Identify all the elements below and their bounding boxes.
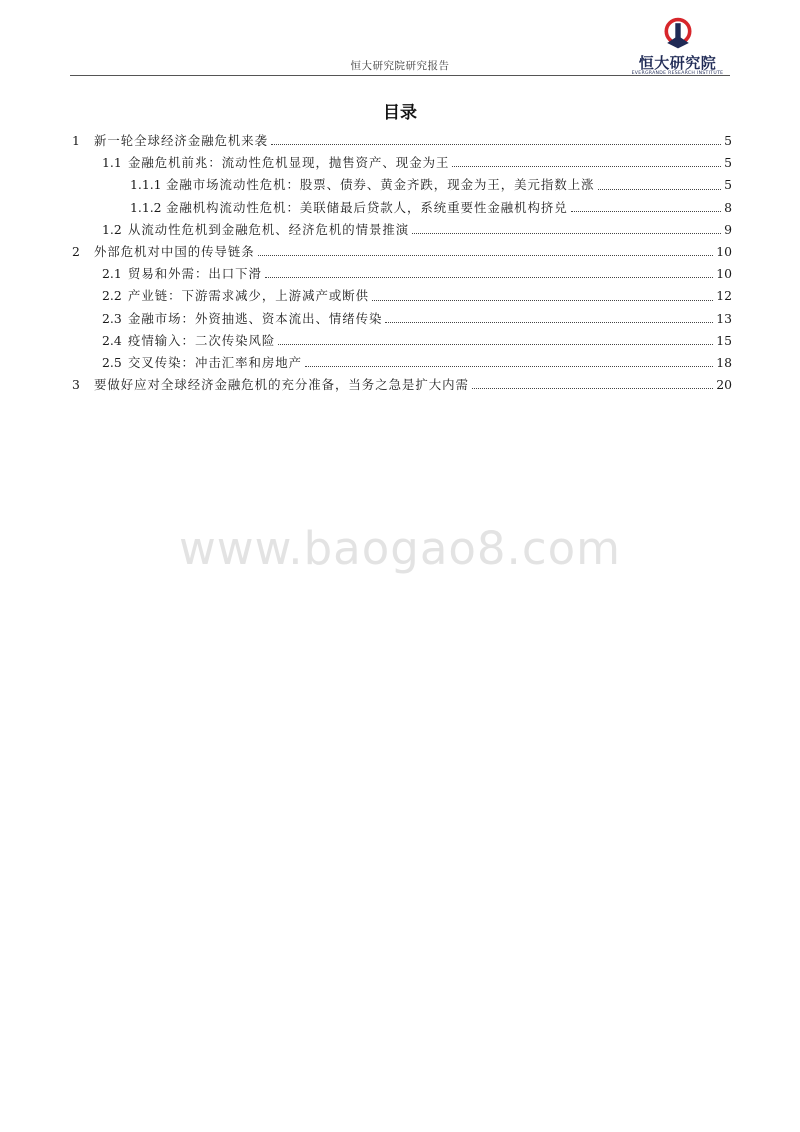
- toc-entry[interactable]: [72, 174, 732, 196]
- toc-entry-page: 9: [724, 221, 732, 237]
- toc-dot-leader: [305, 366, 713, 367]
- toc-title: 目录: [383, 103, 417, 123]
- toc-entry-page: 12: [716, 288, 732, 304]
- toc-entry-number: 1.1.1: [130, 177, 162, 193]
- toc-entry[interactable]: [72, 130, 732, 152]
- toc-entry-number: 3: [72, 377, 80, 393]
- toc-entry[interactable]: [72, 197, 732, 219]
- table-of-contents: [72, 130, 732, 396]
- toc-entry-page: 20: [716, 377, 732, 393]
- toc-entry[interactable]: [72, 219, 732, 241]
- toc-entry-page: 10: [716, 266, 732, 282]
- toc-entry-page: 5: [724, 177, 732, 193]
- toc-entry-number: 2.2: [102, 288, 122, 304]
- logo-subtitle: EVERGRANDE RESEARCH INSTITUTE: [631, 71, 724, 76]
- toc-entry[interactable]: [72, 263, 732, 285]
- toc-entry[interactable]: [72, 241, 732, 263]
- toc-entry-number: 1.2: [102, 221, 122, 237]
- toc-entry-number: 1.1: [102, 155, 122, 171]
- toc-dot-leader: [598, 189, 722, 190]
- toc-dot-leader: [412, 233, 721, 234]
- toc-entry-title: 新一轮全球经济金融危机来袭: [94, 133, 269, 149]
- toc-entry-page: 5: [724, 133, 732, 149]
- toc-entry-title: 金融市场：外资抽逃、资本流出、情绪传染: [128, 310, 383, 326]
- toc-dot-leader: [372, 300, 713, 301]
- toc-dot-leader: [265, 277, 713, 278]
- toc-entry[interactable]: [72, 152, 732, 174]
- toc-entry-number: 1: [72, 133, 80, 149]
- toc-entry-title: 交叉传染：冲击汇率和房地产: [128, 354, 303, 370]
- toc-entry-number: 2.1: [102, 266, 122, 282]
- watermark: www.baogao8.com: [179, 522, 621, 575]
- toc-entry-page: 13: [716, 310, 732, 326]
- toc-entry[interactable]: [72, 374, 732, 396]
- toc-entry-page: 8: [724, 199, 732, 215]
- toc-entry[interactable]: [72, 308, 732, 330]
- toc-entry-title: 疫情输入：二次传染风险: [128, 332, 276, 348]
- toc-dot-leader: [452, 166, 721, 167]
- toc-entry-title: 外部危机对中国的传导链条: [94, 244, 255, 260]
- toc-entry[interactable]: [72, 330, 732, 352]
- toc-entry-title: 要做好应对全球经济金融危机的充分准备，当务之急是扩大内需: [94, 377, 469, 393]
- toc-entry-page: 18: [716, 354, 732, 370]
- toc-entry-number: 1.1.2: [130, 199, 162, 215]
- toc-entry[interactable]: [72, 352, 732, 374]
- toc-dot-leader: [472, 388, 713, 389]
- toc-entry-number: 2: [72, 244, 80, 260]
- toc-entry-title: 产业链：下游需求减少，上游减产或断供: [128, 288, 370, 304]
- toc-entry-number: 2.4: [102, 332, 122, 348]
- header-divider: [70, 75, 730, 76]
- header-title: 恒大研究院研究报告: [350, 60, 450, 72]
- toc-entry-title: 金融机构流动性危机：美联储最后贷款人，系统重要性金融机构挤兑: [166, 199, 568, 215]
- toc-entry-page: 5: [724, 155, 732, 171]
- toc-entry[interactable]: [72, 285, 732, 307]
- toc-entry-title: 金融市场流动性危机：股票、债券、黄金齐跌，现金为王，美元指数上涨: [166, 177, 595, 193]
- toc-dot-leader: [258, 255, 714, 256]
- toc-dot-leader: [571, 211, 721, 212]
- toc-entry-page: 15: [716, 332, 732, 348]
- toc-entry-title: 从流动性危机到金融危机、经济危机的情景推演: [128, 221, 410, 237]
- toc-entry-title: 贸易和外需：出口下滑: [128, 266, 262, 282]
- toc-dot-leader: [271, 144, 721, 145]
- toc-entry-title: 金融危机前兆：流动性危机显现，抛售资产、现金为王: [128, 155, 450, 171]
- evergrande-logo-icon: [660, 16, 696, 52]
- logo-name: 恒大研究院: [638, 54, 717, 72]
- toc-entry-number: 2.5: [102, 354, 122, 370]
- toc-dot-leader: [278, 344, 713, 345]
- toc-dot-leader: [385, 322, 713, 323]
- toc-entry-number: 2.3: [102, 310, 122, 326]
- toc-entry-page: 10: [716, 244, 732, 260]
